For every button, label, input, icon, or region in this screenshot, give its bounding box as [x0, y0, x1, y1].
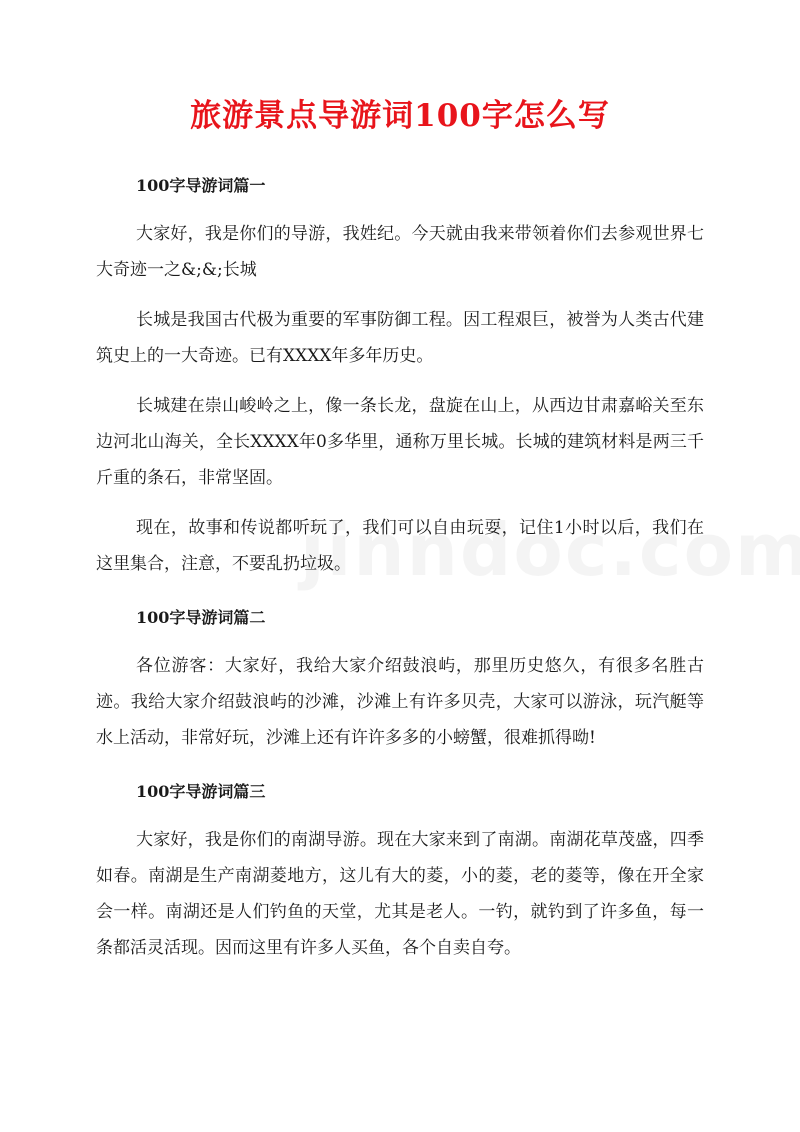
paragraph: 各位游客：大家好，我给大家介绍鼓浪屿，那里历史悠久，有很多名胜古迹。我给大家介绍鼓浪屿的沙滩，沙滩上有许多贝壳，大家可以游泳，玩汽艇等水上活动，非常好玩，沙滩上还有许许多多的小螃蟹，很难抓得呦!	[96, 656, 704, 748]
paragraph: 大家好，我是你们的南湖导游。现在大家来到了南湖。南湖花草茂盛，四季如春。南湖是生产南湖菱地方，这儿有大的菱，小的菱，老的菱等，像在开全家会一样。南湖还是人们钓鱼的天堂，尤其是老人。一钓，就钓到了许多鱼，每一条都活灵活现。因而这里有许多人买鱼，各个自卖自夸。	[96, 830, 704, 958]
paragraph: 大家好，我是你们的导游，我姓纪。今天就由我来带领着你们去参观世界七大奇迹一之&;&;长城	[96, 224, 704, 280]
paragraph: 现在，故事和传说都听玩了，我们可以自由玩耍，记住1小时以后，我们在这里集合，注意，不要乱扔垃圾。	[96, 518, 704, 574]
paragraph: 长城建在崇山峻岭之上，像一条长龙，盘旋在山上，从西边甘肃嘉峪关至东边河北山海关，全长XXXX年0多华里，通称万里长城。长城的建筑材料是两三千斤重的条石，非常坚固。	[96, 396, 704, 488]
document-body	[96, 172, 704, 966]
section-3	[96, 778, 704, 966]
paragraph: 长城是我国古代极为重要的军事防御工程。因工程艰巨，被誉为人类古代建筑史上的一大奇迹。已有XXXX年多年历史。	[96, 310, 704, 366]
section-1	[96, 172, 704, 582]
section-heading: 100字导游词篇二	[136, 608, 266, 627]
section-2	[96, 604, 704, 756]
section-heading: 100字导游词篇三	[136, 782, 266, 801]
section-heading: 100字导游词篇一	[136, 176, 266, 195]
document-title: 旅游景点导游词100字怎么写	[190, 98, 610, 134]
